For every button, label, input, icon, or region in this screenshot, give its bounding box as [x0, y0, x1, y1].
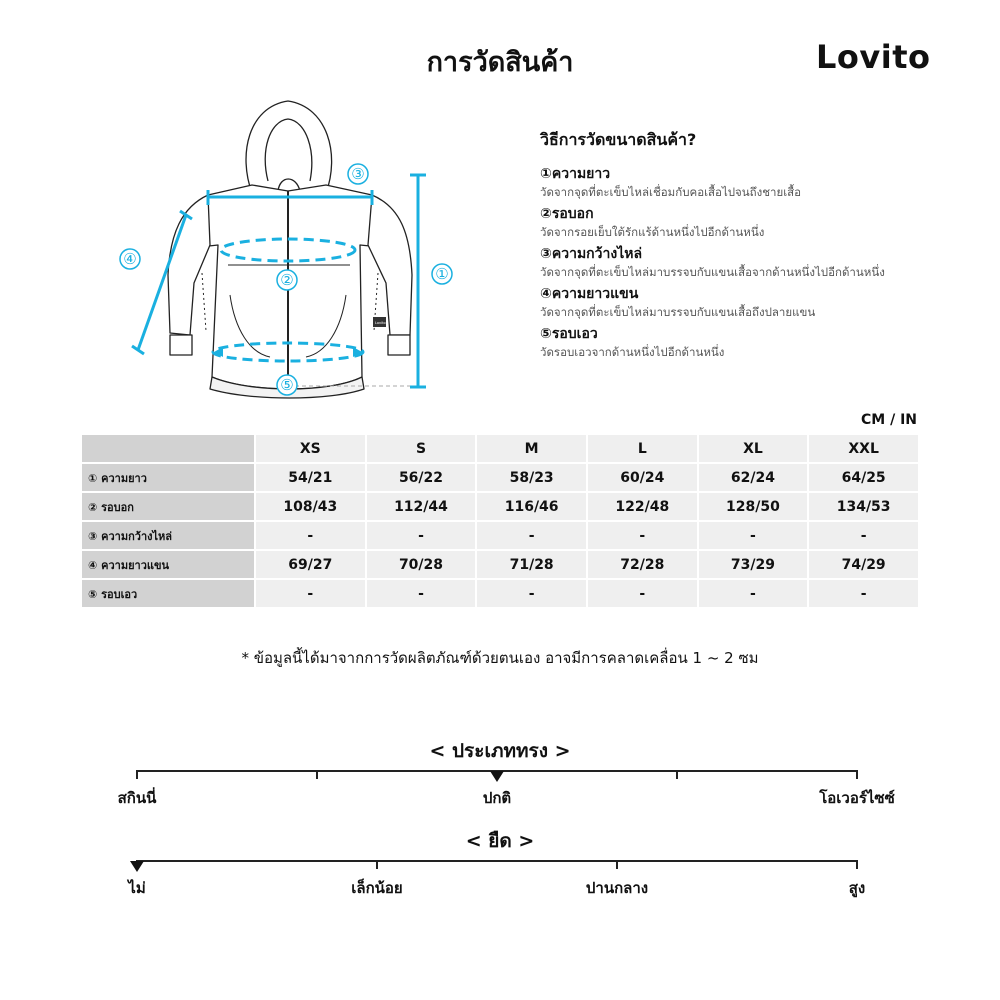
table-cell: -	[367, 580, 476, 607]
table-cell: 74/29	[809, 551, 918, 578]
stretch-scale-tick	[856, 860, 858, 869]
callout-3: ③	[351, 165, 365, 183]
table-cell: 108/43	[256, 493, 365, 520]
guide-item-number: ⑤	[540, 326, 552, 342]
size-table	[80, 433, 920, 609]
stretch-label-slight: เล็กน้อย	[351, 879, 403, 897]
fit-scale-tick	[856, 770, 858, 779]
row-label: ② รอบอก	[82, 493, 254, 520]
guide-item-number: ③	[540, 246, 552, 262]
guide-item-shoulder	[540, 245, 960, 281]
stretch-scale-tick	[376, 860, 378, 869]
hoodie-diagram	[110, 95, 470, 405]
guide-item-number: ①	[540, 166, 552, 182]
table-cell: 112/44	[367, 493, 476, 520]
fit-selected-marker-icon	[490, 771, 504, 782]
guide-item-sleeve	[540, 285, 960, 321]
fit-label-regular: ปกติ	[482, 789, 512, 807]
guide-item-name: รอบอก	[551, 206, 594, 222]
table-cell: 70/28	[367, 551, 476, 578]
table-cell: 54/21	[256, 464, 365, 491]
guide-item-heading	[540, 245, 960, 264]
guide-item-number: ②	[540, 206, 552, 222]
measurement-guide	[540, 128, 960, 365]
stretch-scale-tick	[616, 860, 618, 869]
guide-item-description: วัดรอบเอวจากด้านหนึ่งไปอีกด้านหนึ่ง	[540, 345, 725, 359]
page-title: การวัดสินค้า	[426, 47, 574, 78]
table-cell: 134/53	[809, 493, 918, 520]
fit-scale-tick	[676, 770, 678, 779]
guide-item-heading	[540, 285, 960, 304]
fit-scale-title: < ประเภททรง >	[429, 740, 571, 762]
guide-title: วิธีการวัดขนาดสินค้า?	[540, 130, 697, 149]
guide-item-name: รอบเอว	[551, 326, 598, 342]
table-cell: 58/23	[477, 464, 586, 491]
table-cell: -	[588, 522, 697, 549]
callout-1: ①	[435, 265, 449, 283]
table-corner-cell	[82, 435, 254, 462]
table-cell: -	[477, 580, 586, 607]
table-cell: -	[256, 580, 365, 607]
table-cell: 116/46	[477, 493, 586, 520]
table-cell: -	[477, 522, 586, 549]
table-cell: -	[809, 580, 918, 607]
table-cell: 73/29	[699, 551, 808, 578]
table-cell: 72/28	[588, 551, 697, 578]
table-row	[82, 580, 918, 607]
table-row	[82, 551, 918, 578]
guide-item-heading	[540, 165, 960, 184]
guide-item-heading	[540, 325, 960, 344]
stretch-selected-marker-icon	[130, 861, 144, 872]
stretch-label-high: สูง	[848, 879, 866, 897]
row-label: ⑤ รอบเอว	[82, 580, 254, 607]
row-label: ③ ความกว้างไหล่	[82, 522, 254, 549]
fit-label-oversize: โอเวอร์ไซซ์	[819, 789, 895, 807]
size-header: XL	[699, 435, 808, 462]
table-header-row	[82, 435, 918, 462]
table-cell: 56/22	[367, 464, 476, 491]
table-cell: 128/50	[699, 493, 808, 520]
size-header: S	[367, 435, 476, 462]
fit-scale-tick	[316, 770, 318, 779]
guide-item-name: ความกว้างไหล่	[551, 246, 643, 262]
size-header: M	[477, 435, 586, 462]
table-cell: -	[588, 580, 697, 607]
table-cell: 62/24	[699, 464, 808, 491]
row-label: ① ความยาว	[82, 464, 254, 491]
callout-2: ②	[280, 271, 294, 289]
stretch-label-medium: ปานกลาง	[585, 879, 649, 897]
stretch-label-none: ไม่	[128, 879, 146, 897]
guide-item-description: วัดจากรอยเย็บใต้รักแร้ด้านหนึ่งไปอีกด้านหนึ่ง	[540, 225, 765, 239]
table-cell: -	[809, 522, 918, 549]
guide-item-heading	[540, 205, 960, 224]
table-cell: 64/25	[809, 464, 918, 491]
size-header: XS	[256, 435, 365, 462]
brand-tag-label: Lovito	[375, 321, 386, 325]
guide-item-waist	[540, 325, 960, 361]
measurement-disclaimer: * ข้อมูลนี้ได้มาจากการวัดผลิตภัณฑ์ด้วยตนเอง อาจมีการคลาดเคลื่อน 1 ~ 2 ซม	[241, 649, 759, 667]
stretch-scale-line	[136, 860, 858, 862]
table-cell: -	[699, 522, 808, 549]
table-cell: -	[699, 580, 808, 607]
callout-4: ④	[123, 250, 137, 268]
right-sleeve-outline	[368, 195, 412, 335]
guide-item-name: ความยาว	[551, 166, 611, 182]
unit-label: CM / IN	[861, 412, 917, 428]
brand-logo: Lovito	[816, 38, 931, 76]
guide-item-name: ความยาวแขน	[551, 286, 639, 302]
guide-item-length	[540, 165, 960, 201]
size-header: L	[588, 435, 697, 462]
row-label: ④ ความยาวแขน	[82, 551, 254, 578]
stretch-scale-title: < ยืด >	[465, 830, 535, 852]
guide-item-chest	[540, 205, 960, 241]
table-cell: -	[256, 522, 365, 549]
guide-item-description: วัดจากจุดที่ตะเข็บไหล่มาบรรจบกับแขนเสื้อถึงปลายแขน	[540, 305, 816, 319]
table-row	[82, 464, 918, 491]
size-header: XXL	[809, 435, 918, 462]
table-cell: 71/28	[477, 551, 586, 578]
fit-label-skinny: สกินนี่	[117, 789, 157, 807]
table-row	[82, 522, 918, 549]
callout-5: ⑤	[280, 376, 294, 394]
guide-item-description: วัดจากจุดที่ตะเข็บไหล่มาบรรจบกับแขนเสื้อจากด้านหนึ่งไปอีกด้านหนึ่ง	[540, 265, 885, 279]
table-cell: 69/27	[256, 551, 365, 578]
table-cell: 60/24	[588, 464, 697, 491]
table-cell: -	[367, 522, 476, 549]
table-row	[82, 493, 918, 520]
guide-item-number: ④	[540, 286, 552, 302]
fit-scale-tick	[136, 770, 138, 779]
table-cell: 122/48	[588, 493, 697, 520]
guide-item-description: วัดจากจุดที่ตะเข็บไหล่เชื่อมกับคอเสื้อไปจนถึงชายเสื้อ	[540, 185, 802, 199]
